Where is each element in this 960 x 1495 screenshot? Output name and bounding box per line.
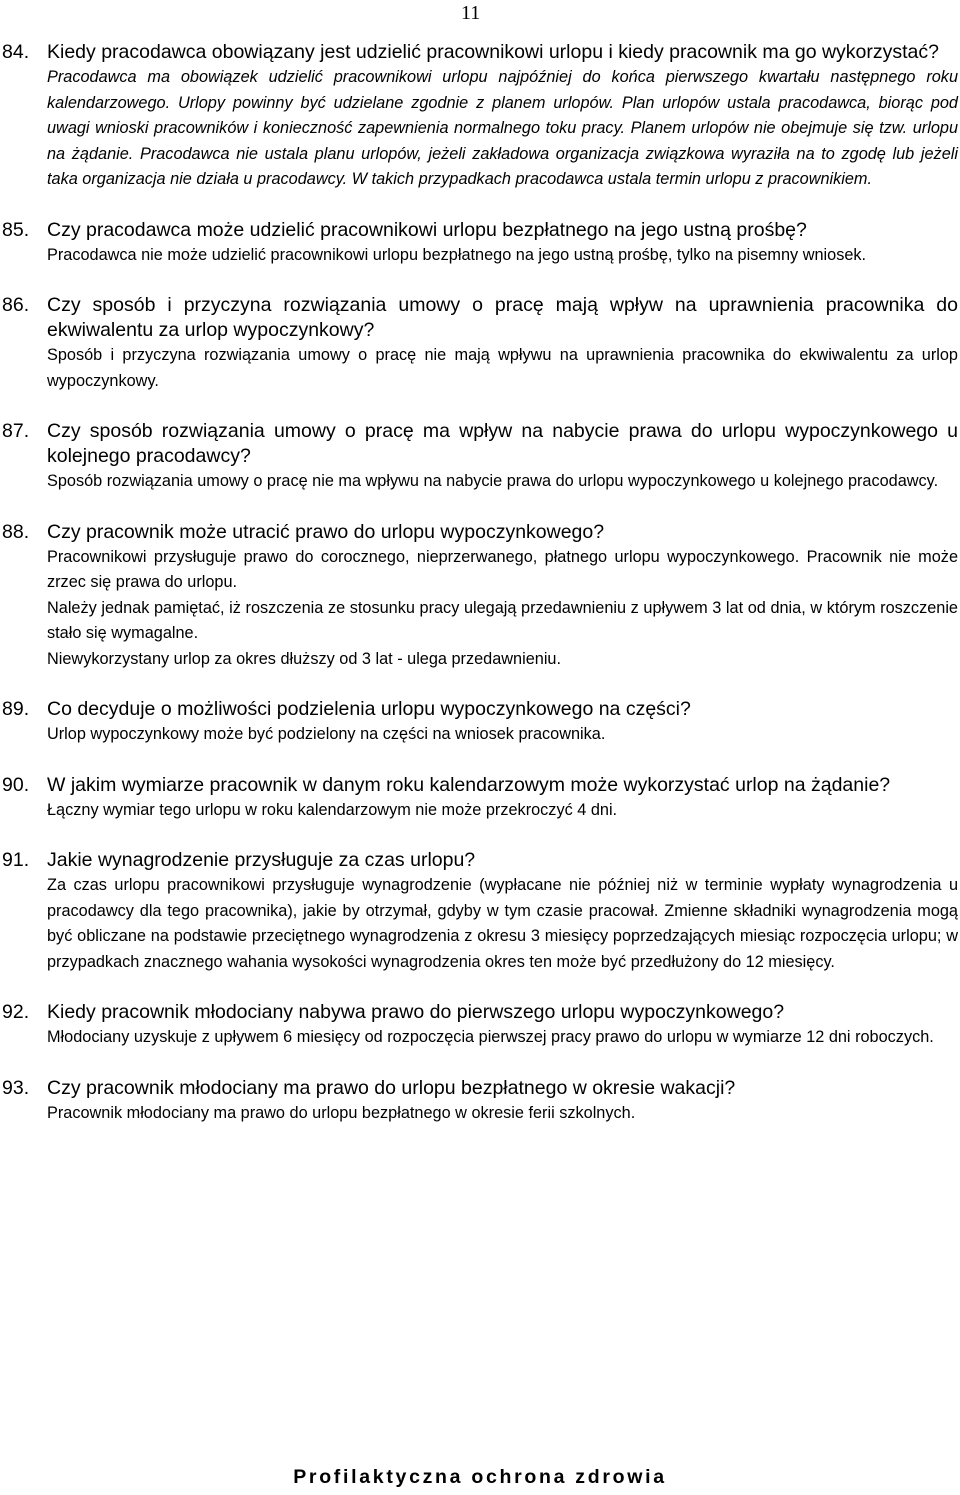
answer	[47, 798, 958, 824]
answer-paragraph: Pracownik młodociany ma prawo do urlopu bezpłatnego w okresie ferii szkolnych.	[47, 1103, 636, 1122]
answer-paragraph: Sposób i przyczyna rozwiązania umowy o pracę nie mają wpływu na uprawnienia pracownika do ekwiwalentu za urlop wypoczynkowy.	[47, 346, 958, 390]
question-text: Czy sposób i przyczyna rozwiązania umowy o pracę mają wpływ na uprawnienia pracownika do ekwiwalentu za urlop wypoczynkowy?	[47, 294, 958, 341]
question	[0, 773, 960, 798]
question-text: Jakie wynagrodzenie przysługuje za czas urlopu?	[47, 849, 476, 871]
answer-paragraph: Pracownikowi przysługuje prawo do corocznego, nieprzerwanego, płatnego urlopu wypoczynkowego. Pracownik nie może zrzec się prawa do urlopu.	[47, 547, 958, 591]
question	[0, 520, 960, 545]
answer-paragraph: Pracodawca ma obowiązek udzielić pracownikowi urlopu najpóźniej do końca pierwszego kwartału następnego roku kalendarzowego. Urlopy powinny być udzielane zgodnie z planem urlopów. Plan urlopów ustala pracodawca, biorąc pod uwagi wnioski pracowników i konieczność zapewnienia normalnego toku pracy. Planem urlopów nie obejmuje się tzw. urlopu na żądanie. Pracodawca nie ustala planu urlopów, jeżeli zakładowa organizacja związkowa wyraziła na to zgodę lub jeżeli taka organizacja nie działa u pracodawcy. W takich przypadkach pracodawca ustala termin urlopu z pracownikiem.	[47, 68, 958, 188]
qa-item-85	[0, 218, 960, 269]
qa-item-89	[0, 697, 960, 748]
question-number: 85.	[2, 218, 30, 241]
answer	[47, 65, 958, 193]
question-text: Czy sposób rozwiązania umowy o pracę ma wpływ na nabycie prawa do urlopu wypoczynkowego u kolejnego pracodawcy?	[47, 420, 958, 467]
question-text: Czy pracownik może utracić prawo do urlopu wypoczynkowego?	[47, 520, 605, 543]
qa-item-86	[0, 293, 960, 394]
question-number: 84.	[2, 41, 30, 63]
answer	[47, 469, 958, 495]
question-text: W jakim wymiarze pracownik w danym roku kalendarzowym może wykorzystać urlop na żądanie?	[47, 773, 891, 796]
qa-item-92	[0, 1000, 960, 1051]
answer-paragraph: Urlop wypoczynkowy może być podzielony na części na wniosek pracownika.	[47, 725, 606, 743]
question	[0, 1000, 960, 1025]
answer	[47, 243, 958, 269]
answer	[47, 722, 958, 748]
question	[0, 293, 960, 343]
answer	[47, 545, 958, 673]
question-number: 90.	[2, 773, 30, 796]
question-number: 86.	[2, 294, 30, 316]
question	[0, 218, 960, 243]
page-footer: Profilaktyczna ochrona zdrowia	[293, 1466, 667, 1488]
question-text: Czy pracownik młodociany ma prawo do urlopu bezpłatnego w okresie wakacji?	[47, 1076, 736, 1099]
qa-item-87	[0, 419, 960, 495]
answer-paragraph: Należy jednak pamiętać, iż roszczenia ze stosunku pracy ulegają przedawnieniu z upływem 3 lat od dnia, w którym roszczenie stało się wymagalne.	[47, 598, 958, 642]
qa-list	[0, 40, 960, 1151]
qa-item-93	[0, 1076, 960, 1127]
answer-paragraph: Niewykorzystany urlop za okres dłuższy od 3 lat - ulega przedawnieniu.	[47, 649, 562, 668]
question-text: Czy pracodawca może udzielić pracownikowi urlopu bezpłatnego na jego ustną prośbę?	[47, 218, 807, 241]
qa-item-84	[0, 40, 960, 193]
answer	[47, 343, 958, 394]
question-text: Co decyduje o możliwości podzielenia urlopu wypoczynkowego na części?	[47, 698, 691, 720]
qa-item-88	[0, 520, 960, 673]
question	[0, 848, 960, 873]
question-number: 87.	[2, 420, 30, 442]
question	[0, 697, 960, 722]
answer-paragraph: Młodociany uzyskuje z upływem 6 miesięcy od rozpoczęcia pierwszej pracy prawo do urlopu w wymiarze 12 dni roboczych.	[47, 1028, 934, 1046]
page-number: 11	[461, 2, 481, 24]
question	[0, 40, 960, 65]
question	[0, 1076, 960, 1101]
answer	[47, 873, 958, 975]
answer	[47, 1025, 958, 1051]
question-number: 93.	[2, 1076, 30, 1099]
question-number: 91.	[2, 849, 30, 871]
qa-item-91	[0, 848, 960, 975]
question-text: Kiedy pracodawca obowiązany jest udzielić pracownikowi urlopu i kiedy pracownik ma go wykorzystać?	[47, 41, 940, 63]
answer-paragraph: Pracodawca nie może udzielić pracownikowi urlopu bezpłatnego na jego ustną prośbę, tylko na pisemny wniosek.	[47, 245, 867, 264]
question-number: 89.	[2, 698, 30, 720]
qa-item-90	[0, 773, 960, 824]
question	[0, 419, 960, 469]
answer-paragraph: Sposób rozwiązania umowy o pracę nie ma wpływu na nabycie prawa do urlopu wypoczynkowego u kolejnego pracodawcy.	[47, 472, 939, 490]
answer-paragraph: Łączny wymiar tego urlopu w roku kalendarzowym nie może przekroczyć 4 dni.	[47, 800, 618, 819]
answer-paragraph: Za czas urlopu pracownikowi przysługuje wynagrodzenie (wypłacane nie później niż w terminie wypłaty wynagrodzenia u pracodawcy dla tego pracownika), jakie by otrzymał, gdyby w tym czasie pracował. Zmienne składniki wynagrodzenia mogą być obliczane na podstawie przeciętnego wynagrodzenia z okresu 3 miesięcy poprzedzających miesiąc rozpoczęcia urlopu; w przypadkach znacznego wahania wysokości wynagrodzenia okres ten może być przedłużony do 12 miesięcy.	[47, 876, 958, 971]
question-number: 88.	[2, 520, 30, 543]
question-number: 92.	[2, 1001, 30, 1023]
answer	[47, 1101, 958, 1127]
question-text: Kiedy pracownik młodociany nabywa prawo do pierwszego urlopu wypoczynkowego?	[47, 1001, 785, 1023]
